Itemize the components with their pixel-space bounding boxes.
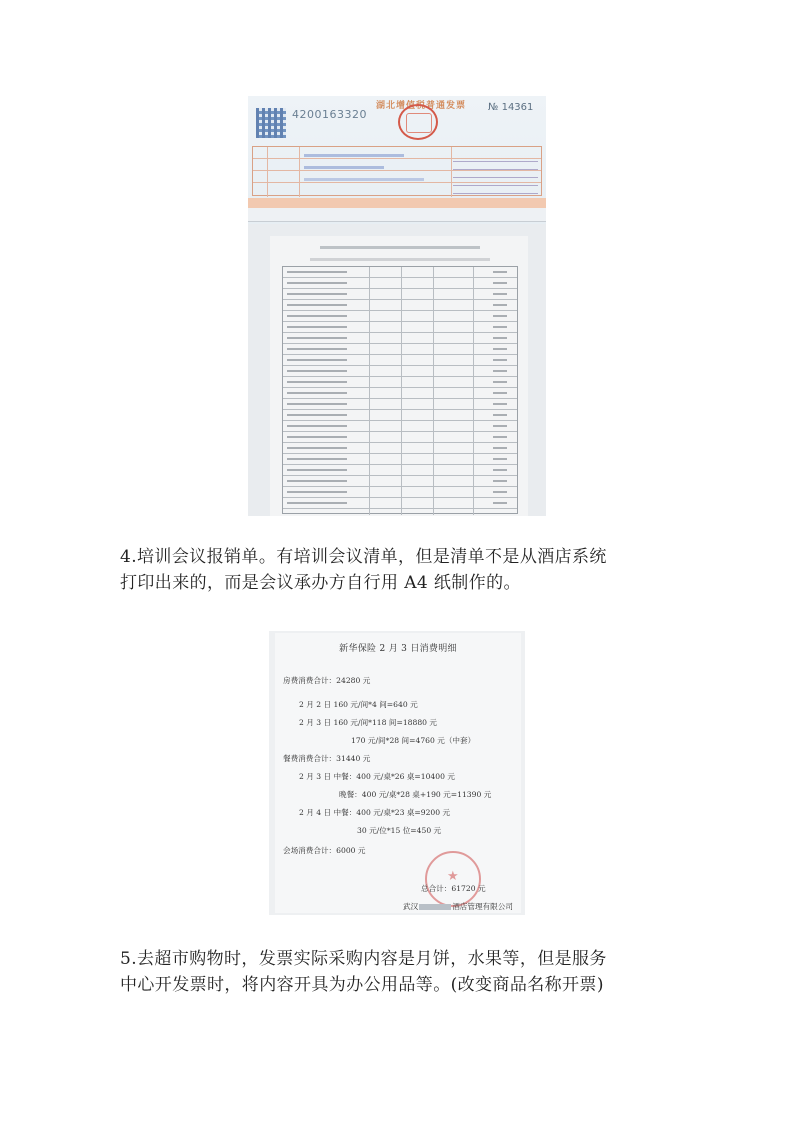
paragraph-4	[120, 544, 680, 596]
itemized-table	[282, 266, 518, 514]
room-feb3: 2 月 3 日 160 元/间*118 间=18880 元	[299, 718, 437, 727]
hotel-seal-icon	[425, 851, 481, 907]
invoice-number: № 14361	[488, 102, 534, 113]
invoice-code: 4200163320	[292, 108, 367, 121]
room-feb2: 2 月 2 日 160 元/间*4 间=640 元	[299, 700, 418, 709]
meal-feb3-lunch: 2 月 3 日 中餐：400 元/桌*26 桌=10400 元	[299, 772, 455, 781]
room-feb3-suite: 170 元/间*28 间=4760 元（中套）	[351, 736, 476, 745]
meal-feb4-extra: 30 元/位*15 位=450 元	[357, 826, 442, 835]
paragraph-5	[120, 946, 680, 998]
expense-detail-paper	[275, 633, 521, 913]
paragraph-5-line-1: 5.去超市购物时，发票实际采购内容是月饼，水果等，但是服务	[120, 949, 607, 969]
meal-feb4-lunch: 2 月 4 日 中餐：400 元/桌*23 桌=9200 元	[299, 808, 451, 817]
expense-title: 新华保险 2 月 3 日消费明细	[339, 644, 457, 654]
qr-code-icon	[256, 108, 286, 138]
paragraph-4-line-2: 打印出来的，而是会议承办方自行用 A4 纸制作的。	[120, 573, 521, 593]
room-total: 房费消费合计：24280 元	[283, 676, 371, 685]
itemized-list-sheet	[270, 236, 528, 516]
venue-total: 会场消费合计：6000 元	[283, 846, 366, 855]
meal-total: 餐费消费合计：31440 元	[283, 754, 371, 763]
paragraph-4-line-1: 4.培训会议报销单。有培训会议清单，但是清单不是从酒店系统	[120, 547, 607, 567]
redacted-name	[419, 904, 451, 910]
expense-detail-photo	[269, 631, 525, 915]
grand-total: 总合计：61720 元	[421, 884, 486, 893]
invoice-photo	[248, 96, 546, 516]
invoice-seal-icon	[398, 104, 438, 140]
company-suffix: 酒店管理有限公司	[452, 902, 513, 911]
invoice-header-area	[248, 96, 546, 224]
meal-feb3-dinner: 晚餐：400 元/桌*28 桌+190 元=11390 元	[339, 790, 492, 799]
paragraph-5-line-2: 中心开发票时，将内容开具为办公用品等。(改变商品名称开票)	[120, 975, 604, 995]
invoice-title: 湖北增值税普通发票	[376, 101, 467, 111]
company-city: 武汉	[403, 902, 419, 911]
hotel-company	[403, 901, 513, 912]
